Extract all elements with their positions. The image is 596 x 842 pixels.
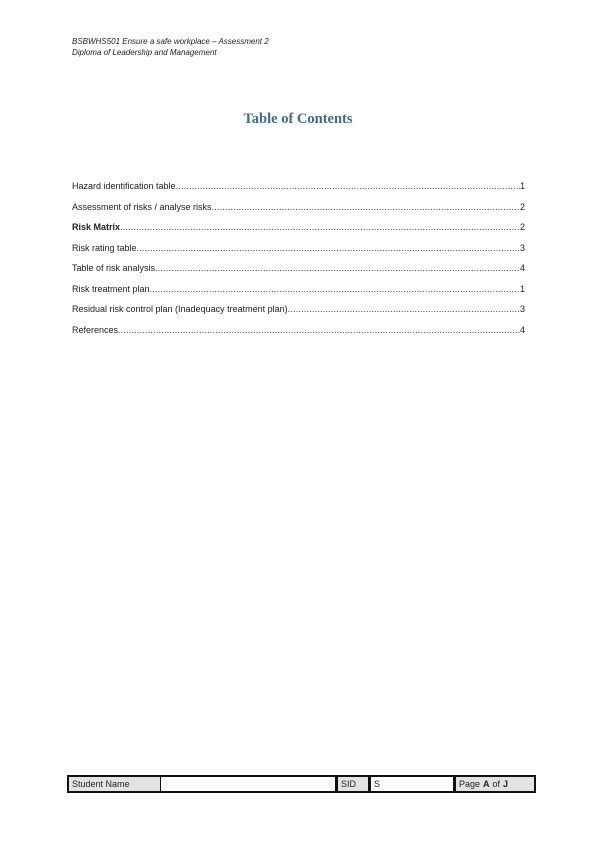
page-title: Table of Contents [243, 111, 353, 127]
toc-entry-label: Table of risk analysis [72, 263, 156, 273]
toc-entry-hazard-identification[interactable] [72, 181, 525, 202]
toc-entry-page: 2 [519, 222, 525, 232]
sid-label: SID [338, 777, 371, 791]
toc-dot-leader [212, 202, 520, 213]
toc-dot-leader [118, 325, 520, 336]
toc-entry-residual-risk-control[interactable] [72, 304, 525, 325]
page-of: of [492, 779, 501, 789]
toc-entry-label: References [72, 324, 119, 335]
page-total: J [503, 779, 509, 789]
toc-entry-risk-matrix[interactable] [72, 222, 525, 243]
toc-entry-label: Risk Matrix [72, 222, 121, 232]
toc-entry-label: Risk treatment plan [72, 283, 150, 294]
header-line-program: Diploma of Leadership and Management [72, 48, 217, 57]
toc-entry-assessment-of-risks[interactable] [72, 202, 525, 223]
student-name-label: Student Name [69, 777, 161, 791]
toc-entry-label: Assessment of risks / analyse risks [72, 201, 212, 212]
toc-entry-risk-analysis[interactable] [72, 263, 525, 284]
sid-field[interactable]: S [371, 777, 456, 791]
toc-entry-label: Risk rating table [72, 242, 137, 253]
toc-dot-leader [150, 284, 520, 295]
toc-entry-label: Hazard identification table [72, 181, 176, 191]
toc-entry-page: 4 [519, 324, 525, 335]
toc-entry-label: Residual risk control plan (Inadequacy treatment plan) [72, 304, 288, 314]
toc-entry-page: 1 [519, 181, 525, 191]
toc-entry-references[interactable] [72, 325, 525, 346]
toc-entry-page: 2 [519, 201, 525, 212]
page-current: A [483, 779, 490, 789]
page-prefix: Page [459, 779, 481, 789]
toc-entry-risk-treatment-plan[interactable] [72, 284, 525, 305]
page-number [456, 777, 534, 791]
toc-dot-leader [176, 181, 520, 192]
toc-dot-leader [120, 222, 520, 233]
toc-entry-page: 1 [519, 283, 525, 294]
toc-dot-leader [137, 243, 520, 254]
toc-entry-page: 3 [519, 242, 525, 253]
toc-dot-leader [155, 263, 520, 274]
document-header [72, 36, 269, 58]
student-name-field[interactable] [161, 777, 338, 791]
header-line-course: BSBWHS501 Ensure a safe workplace – Assessment 2 [72, 37, 269, 46]
document-footer [67, 775, 536, 793]
toc-entry-page: 4 [519, 263, 525, 273]
toc-entry-page: 3 [519, 304, 525, 314]
toc-entry-risk-rating-table[interactable] [72, 243, 525, 264]
table-of-contents [72, 181, 525, 345]
toc-dot-leader [288, 304, 520, 315]
